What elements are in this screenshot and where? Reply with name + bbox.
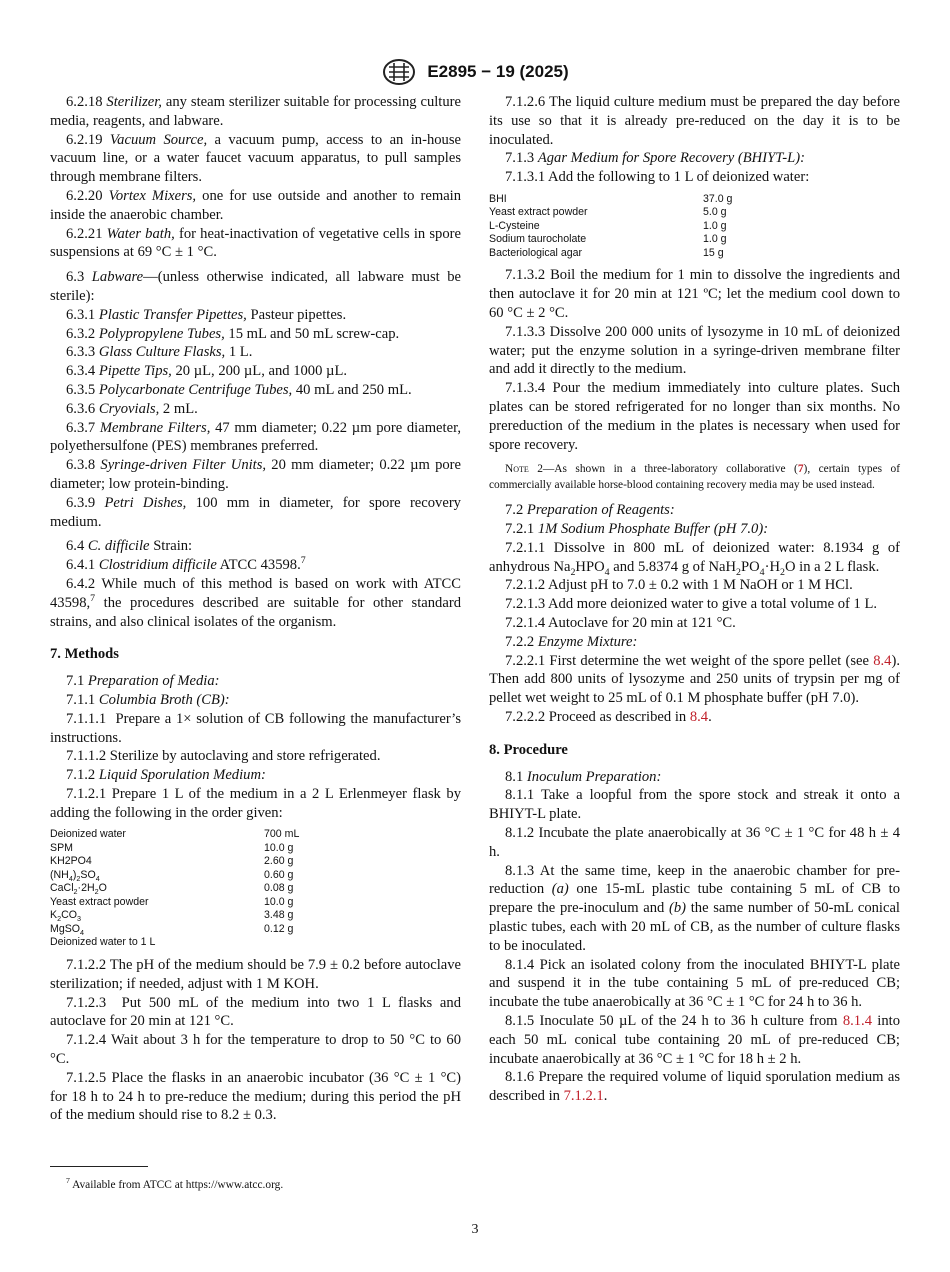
- paragraph: 8.1.5 Inoculate 50 µL of the 24 h to 36 h culture from 8.1.4 into each 50 mL conical tube containing 20 mL of pre-reduced CB; incubate anaerobically at 36 °C ± 1 °C for 18 h ± 2 h.: [489, 1012, 901, 1067]
- paragraph: 7.1.1.1 Prepare a 1× solution of CB following the manufacturer’s instructions.: [50, 710, 461, 746]
- table-row: BHI 37.0 g: [489, 192, 733, 205]
- paragraph: 7.1.2 Liquid Sporulation Medium:: [66, 767, 266, 784]
- paragraph: 6.3 Labware—(unless otherwise indicated, all labware must be sterile):: [50, 269, 461, 304]
- document-designation: E2895 − 19 (2025): [427, 62, 569, 81]
- paragraph: 6.3.7 Membrane Filters, 47 mm diameter; 0.22 µm pore diameter, polyethersulfone (PES) membranes preferred.: [50, 419, 461, 455]
- paragraph: 8.1 Inoculum Preparation:: [505, 768, 662, 785]
- table-row: MgSO$_4$ 0.12 g: [50, 922, 294, 938]
- paragraph: 6.4.2 While much of this method is based on work with ATCC 43598,$^7$ the procedures described are suitable for other standard strains, and also clinical isolates of the organism.: [50, 575, 462, 630]
- table-row: Bacteriological agar 15 g: [489, 246, 724, 259]
- recipe-table-sporulation: [50, 828, 299, 950]
- paragraph: 7.1 Preparation of Media:: [66, 673, 220, 690]
- paragraph: 7.1.3.1 Add the following to 1 L of deionized water:: [505, 169, 810, 186]
- table-row: $K_2CO_3$ 3.48 g: [50, 909, 294, 924]
- paragraph: 6.3.8 Syringe-driven Filter Units, 20 mm diameter; 0.22 µm pore diameter; low protein-binding.: [50, 457, 461, 492]
- paragraph: 6.2.18 Sterilizer, any steam sterilizer suitable for processing culture media, reagents, and labware.: [50, 94, 461, 129]
- table-row: Sodium taurocholate 1.0 g: [489, 233, 727, 246]
- paragraph: 7.1.3 Agar Medium for Spore Recovery (BHIYT-L):: [505, 150, 805, 167]
- table-row: $(NH_4)_2SO_4$ 0.60 g: [50, 868, 294, 884]
- paragraph: 6.3.5 Polycarbonate Centrifuge Tubes, 40 mL and 250 mL.: [66, 381, 412, 398]
- paragraph: 8.1.6 Prepare the required volume of liquid sporulation medium as described in 7.1.2.1.: [489, 1069, 900, 1105]
- section-heading: 7. Methods: [50, 646, 119, 663]
- paragraph: 7.2.1.3 Add more deionized water to give a total volume of 1 L.: [505, 596, 878, 613]
- paragraph: 6.3.4 Pipette Tips, 20 µL, 200 µL, and 1000 µL.: [66, 363, 348, 380]
- reference-link[interactable]: 8.1.4: [842, 1012, 872, 1029]
- paragraph: 7.2.1 1M Sodium Phosphate Buffer (pH 7.0):: [505, 521, 769, 538]
- table-row: KH2PO4 2.60 g: [50, 855, 294, 868]
- footnote: $^7$ Available from ATCC at https://www.atcc.org.: [66, 1176, 284, 1191]
- paragraph: 7.2.1.2 Adjust pH to 7.0 ± 0.2 with 1 M NaOH or 1 M HCl.: [505, 577, 853, 594]
- page-header: [0, 58, 950, 86]
- paragraph: 6.2.19 Vacuum Source, a vacuum pump, access to an in-house vacuum line, or a water faucet vacuum apparatus, to pull samples through membrane filters.: [50, 131, 461, 186]
- note-2: Note 2—As shown in a three-laboratory collaborative (7), certain types of commercially available horse-blood containing recovery media may be used instead.: [489, 463, 900, 491]
- paragraph: 7.1.3.2 Boil the medium for 1 min to dissolve the ingredients and then autoclave it for 20 min at 121 ºC; let the medium cool down to 60 °C ± 2 °C.: [489, 267, 900, 322]
- paragraph: 8.1.3 At the same time, keep in the anaerobic chamber for pre-reduction (a) one 15-mL plastic tube containing 5 mL of CB to prepare the pre-inoculum and (b) the same number of 50-mL conical plastic tubes, each with 20 mL of CB, as the number of culture flasks to be inoculated.: [489, 862, 901, 954]
- paragraph: 6.3.3 Glass Culture Flasks, 1 L.: [66, 344, 253, 361]
- right-column: [489, 93, 900, 1106]
- paragraph: 7.2.2.1 First determine the wet weight of the spore pellet (see 8.4). Then add 800 units of lysozyme and 250 units of trypsin per mg of pellet wet weight to 25 mL of 0.1 M phosphate buffer (pH 7.0).: [489, 652, 900, 707]
- paragraph: 6.4.1 Clostridium difficile ATCC 43598.$^7$: [66, 555, 306, 574]
- paragraph: 7.1.2.4 Wait about 3 h for the temperature to drop to 50 °C to 60 °C.: [50, 1032, 461, 1067]
- paragraph: 6.3.9 Petri Dishes, 100 mm in diameter, for spore recovery medium.: [50, 494, 461, 530]
- left-column: [50, 93, 461, 1125]
- reference-link[interactable]: 8.4: [873, 652, 892, 669]
- table-row: L-Cysteine 1.0 g: [489, 219, 727, 232]
- paragraph: 7.1.2.5 Place the flasks in an anaerobic incubator (36 °C ± 1 °C) for 18 h to 24 h to pre-reduce the medium; during this period the pH of the medium should rise to 8.2 ± 0.3.: [50, 1069, 461, 1124]
- paragraph: 8.1.4 Pick an isolated colony from the inoculated BHIYT-L plate and suspend it in the tube containing 5 mL of pre-reduced CB; incubate the tube anaerobically at 36 °C ± 1 °C for 24 h to 36 h.: [489, 956, 900, 1011]
- paragraph: 6.3.6 Cryovials, 2 mL.: [66, 400, 198, 417]
- paragraph: 7.2.2 Enzyme Mixture:: [505, 633, 638, 650]
- reference-link[interactable]: 7: [797, 463, 804, 476]
- paragraph: 6.2.21 Water bath, for heat-inactivation of vegetative cells in spore suspensions at 69 °C ± 1 °C.: [50, 225, 461, 261]
- paragraph: 7.2.1.4 Autoclave for 20 min at 121 °C.: [505, 615, 736, 632]
- table-row: Yeast extract powder 10.0 g: [50, 895, 294, 908]
- paragraph: 7.1.3.3 Dissolve 200 000 units of lysozyme in 10 mL of deionized water; put the enzyme solution in a syringe-driven membrane filter and add it directly to the medium.: [489, 323, 900, 378]
- paragraph: 7.1.2.2 The pH of the medium should be 7.9 ± 0.2 before autoclave sterilization; if needed, adjust with 1 M KOH.: [50, 956, 461, 992]
- paragraph: 6.4 C. difficile Strain:: [66, 538, 193, 555]
- footnote-rule: [50, 1166, 148, 1167]
- paragraph: 6.2.20 Vortex Mixers, one for use outside and another to remain inside the anaerobic chamber.: [50, 187, 462, 223]
- reference-link[interactable]: 7.1.2.1: [563, 1088, 604, 1105]
- paragraph: 7.1.3.4 Pour the medium immediately into culture plates. Such plates can be stored refrigerated for no longer than six months. No prereduction of the medium in the plates is necessary when used for spore recovery.: [489, 380, 900, 453]
- paragraph: 7.2 Preparation of Reagents:: [505, 502, 675, 519]
- astm-logo-icon: [381, 58, 417, 86]
- table-row: Yeast extract powder 5.0 g: [489, 206, 727, 219]
- paragraph: 7.2.2.2 Proceed as described in 8.4.: [505, 709, 712, 726]
- recipe-table-agar: [489, 193, 732, 261]
- page-number: 3: [471, 1222, 479, 1237]
- paragraph: 8.1.1 Take a loopful from the spore stock and streak it onto a BHIYT-L plate.: [489, 787, 900, 823]
- table-row: $CaCl_2\cdot 2H_2O$ 0.08 g: [50, 882, 294, 897]
- paragraph: 7.1.1 Columbia Broth (CB):: [66, 691, 230, 708]
- table-row: Deionized water 700 mL: [50, 828, 300, 841]
- paragraph: 7.1.2.1 Prepare 1 L of the medium in a 2 L Erlenmeyer flask by adding the following in the order given:: [50, 785, 461, 821]
- section-heading: 8. Procedure: [489, 741, 568, 758]
- paragraph: 7.1.2.3 Put 500 mL of the medium into two 1 L flasks and autoclave for 20 min at 121 °C.: [50, 994, 462, 1030]
- paragraph: 6.3.1 Plastic Transfer Pipettes, Pasteur pipettes.: [66, 306, 347, 323]
- paragraph: 6.3.2 Polypropylene Tubes, 15 mL and 50 mL screw-cap.: [66, 325, 400, 342]
- paragraph: 7.1.1.2 Sterilize by autoclaving and store refrigerated.: [66, 748, 381, 765]
- paragraph: 7.2.1.1 Dissolve in 800 mL of deionized water: 8.1934 g of anhydrous $Na_2HPO_4$ and 5.8374 g of $NaH_2PO_4\cdot H_2O$ in a 2 L flask.: [489, 539, 900, 578]
- paragraph: 7.1.2.6 The liquid culture medium must be prepared the day before its use so that it is already pre-reduced on the day it is to be inoculated.: [489, 94, 901, 148]
- table-row: Deionized water to 1 L: [50, 936, 156, 949]
- table-row: SPM 10.0 g: [50, 841, 294, 854]
- paragraph: 8.1.2 Incubate the plate anaerobically at 36 °C ± 1 °C for 48 h ± 4 h.: [489, 825, 901, 860]
- reference-link[interactable]: 8.4: [689, 709, 709, 726]
